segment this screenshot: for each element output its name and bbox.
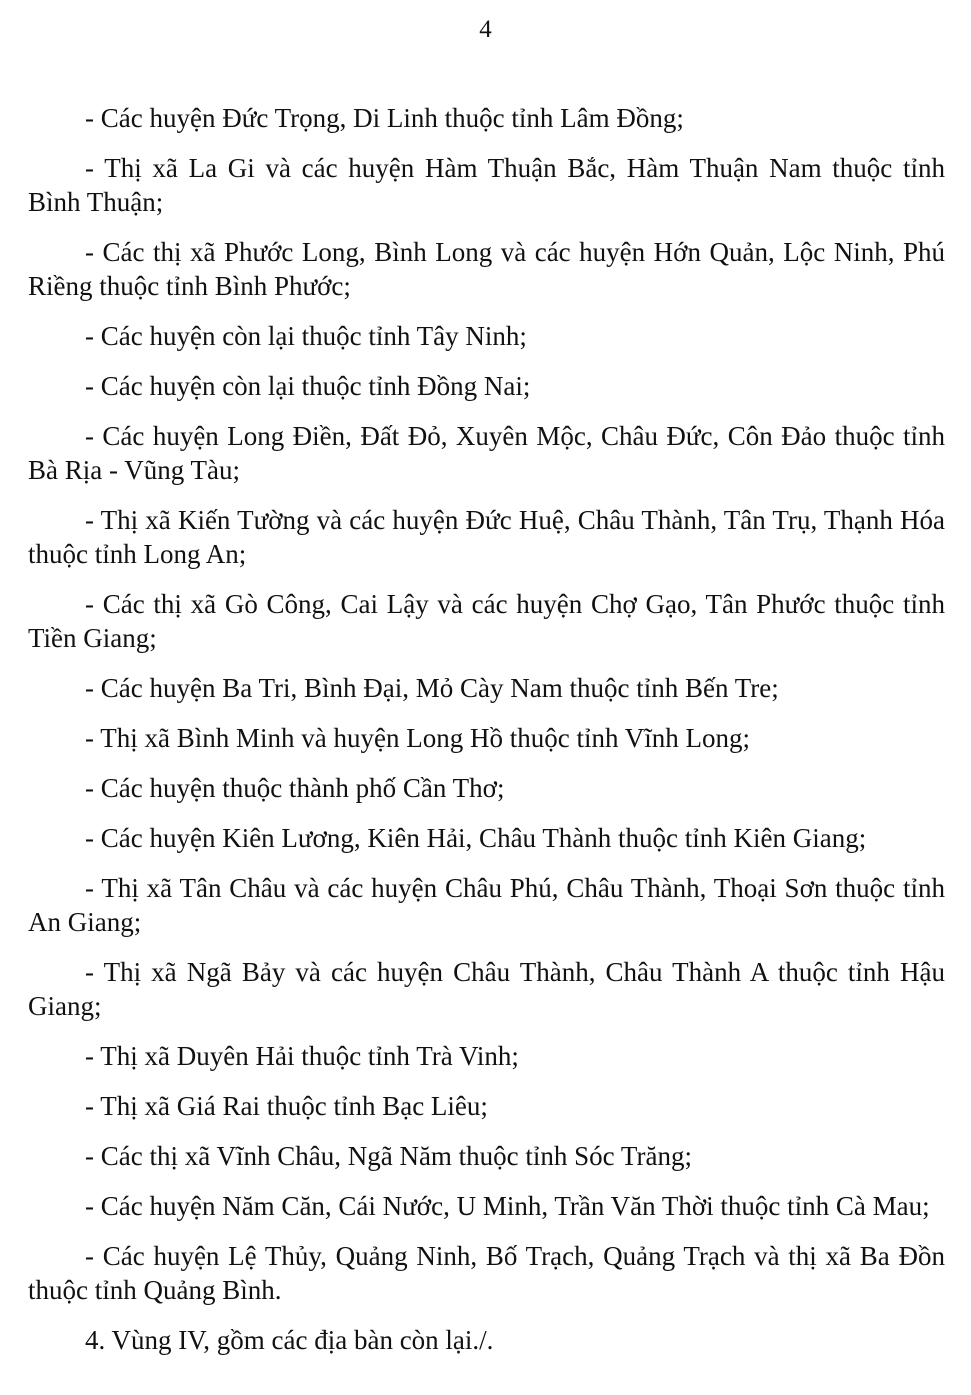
list-item: - Thị xã Tân Châu và các huyện Châu Phú, Châu Thành, Thoại Sơn thuộc tỉnh An Giang; (28, 873, 945, 937)
list-item: - Thị xã Bình Minh và huyện Long Hồ thuộc tỉnh Vĩnh Long; (85, 723, 750, 753)
list-item: - Thị xã Kiến Tường và các huyện Đức Huệ, Châu Thành, Tân Trụ, Thạnh Hóa thuộc tỉnh Long An; (28, 505, 945, 569)
list-item: - Thị xã La Gi và các huyện Hàm Thuận Bắc, Hàm Thuận Nam thuộc tỉnh Bình Thuận; (28, 153, 945, 217)
list-item: - Các huyện còn lại thuộc tỉnh Đồng Nai; (85, 371, 531, 401)
list-item: - Thị xã Ngã Bảy và các huyện Châu Thành, Châu Thành A thuộc tỉnh Hậu Giang; (28, 957, 945, 1021)
list-item: - Các thị xã Gò Công, Cai Lậy và các huyện Chợ Gạo, Tân Phước thuộc tỉnh Tiền Giang; (28, 589, 945, 653)
list-item: - Các thị xã Vĩnh Châu, Ngã Năm thuộc tỉnh Sóc Trăng; (85, 1141, 692, 1171)
list-item: - Thị xã Duyên Hải thuộc tỉnh Trà Vinh; (85, 1041, 519, 1071)
list-item: - Các huyện Lệ Thủy, Quảng Ninh, Bố Trạch, Quảng Trạch và thị xã Ba Đồn thuộc tỉnh Quảng Bình. (28, 1241, 945, 1305)
list-item: - Các huyện Long Điền, Đất Đỏ, Xuyên Mộc, Châu Đức, Côn Đảo thuộc tỉnh Bà Rịa - Vũng Tàu; (28, 421, 945, 485)
list-item: - Các huyện Năm Căn, Cái Nước, U Minh, Trần Văn Thời thuộc tỉnh Cà Mau; (85, 1191, 930, 1221)
list-item: - Các huyện thuộc thành phố Cần Thơ; (85, 773, 505, 803)
list-item: - Các huyện Ba Tri, Bình Đại, Mỏ Cày Nam thuộc tỉnh Bến Tre; (85, 673, 779, 703)
document-body (28, 101, 945, 1373)
page-number: 4 (479, 16, 492, 43)
section-item: 4. Vùng IV, gồm các địa bàn còn lại./. (85, 1325, 494, 1355)
list-item: - Các huyện Đức Trọng, Di Linh thuộc tỉnh Lâm Đồng; (85, 103, 684, 133)
list-item: - Thị xã Giá Rai thuộc tỉnh Bạc Liêu; (85, 1091, 488, 1121)
list-item: - Các huyện Kiên Lương, Kiên Hải, Châu Thành thuộc tỉnh Kiên Giang; (85, 823, 867, 853)
list-item: - Các huyện còn lại thuộc tỉnh Tây Ninh; (85, 321, 527, 351)
list-item: - Các thị xã Phước Long, Bình Long và các huyện Hớn Quản, Lộc Ninh, Phú Riềng thuộc tỉnh Bình Phước; (28, 237, 945, 301)
